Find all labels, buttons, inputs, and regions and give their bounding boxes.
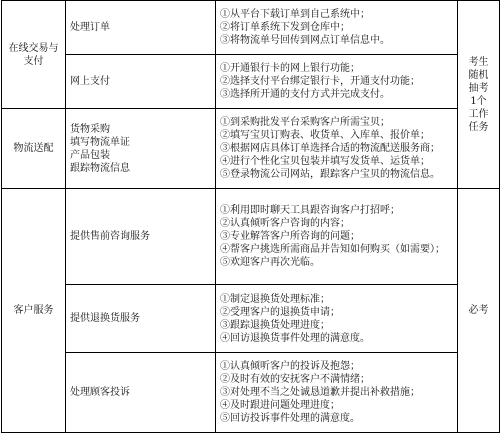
table-row	[2, 55, 500, 109]
step-line: ⑤欢迎客户再次光临。	[220, 257, 320, 268]
step-line: ⑤回访投诉事件处理的满意度。	[220, 413, 360, 424]
step-line: ④进行个性化宝贝包装并填写发货单、运货单；	[220, 156, 430, 167]
step-line: ②将订单系统下发到仓库中；	[220, 22, 350, 33]
category-cell	[2, 1, 66, 109]
note-line: 随机	[468, 69, 489, 81]
step-line: ①制定退换货处理标准；	[220, 293, 330, 305]
note-line: 考生	[468, 56, 489, 68]
task-name-line: 货物采购	[70, 123, 110, 135]
task-cell	[66, 55, 216, 109]
step-line: ②填写宝贝订购表、收货单、入库单、报价单；	[220, 130, 430, 141]
table-row	[2, 189, 500, 285]
task-name: 提供退换货服务	[70, 313, 140, 324]
step-line: ③专业解答客户所咨询的问题；	[220, 231, 360, 242]
step-line: ④及时跟进问题处理进度；	[220, 400, 340, 411]
task-cell	[66, 285, 216, 353]
task-cell	[66, 353, 216, 433]
table-row	[2, 109, 500, 189]
step-line: ④回访退换货事件处理的满意度。	[220, 332, 370, 344]
steps-cell	[216, 285, 458, 353]
task-cell	[66, 1, 216, 55]
note-line: 抽考	[468, 82, 489, 94]
step-line: ④帮客户挑选所需商品并告知如何购买（如需要）；	[220, 244, 445, 255]
required-note-cell	[458, 189, 500, 433]
table-row	[2, 285, 500, 353]
step-line: ①从平台下载订单到自己系统中；	[220, 9, 370, 20]
task-cell	[66, 109, 216, 189]
category-cell	[2, 109, 66, 189]
category-label: 在线交易与支付	[8, 42, 59, 67]
required-note: 必考	[468, 305, 489, 316]
step-line: ③选择所开通的支付方式并完成支付。	[220, 89, 390, 100]
table-row	[2, 1, 500, 55]
note-line: 工作	[468, 108, 489, 120]
step-line: ⑤登录物流公司网站，跟踪客户宝贝的物流信息。	[220, 169, 440, 180]
task-name: 提供售前咨询服务	[70, 231, 150, 242]
step-line: ②认真倾听客户咨询的内容；	[220, 218, 350, 229]
category-label: 客户服务	[13, 305, 54, 316]
step-line: ③根据网店具体订单选择合适的物流配送服务商；	[220, 143, 440, 154]
step-line: ②受理客户的退换货申请；	[220, 306, 340, 318]
note-line: 任务	[468, 121, 489, 133]
task-name-line: 跟踪物流信息	[70, 162, 130, 174]
steps-cell	[216, 353, 458, 433]
step-line: ①开通银行卡的网上银行功能；	[220, 63, 360, 74]
task-name: 网上支付	[70, 76, 110, 87]
step-line: ②及时有效的安抚客户不满情绪；	[220, 374, 370, 385]
steps-cell	[216, 55, 458, 109]
category-cell	[2, 189, 66, 433]
steps-cell	[216, 189, 458, 285]
step-line: ③跟踪退换货处理进度；	[220, 319, 330, 331]
task-cell	[66, 189, 216, 285]
task-name: 处理订单	[70, 22, 110, 33]
steps-cell	[216, 109, 458, 189]
random-note-cell	[458, 1, 500, 189]
task-name: 处理顾客投诉	[70, 387, 130, 398]
step-line: ①到采购批发平台采购客户所需宝贝；	[220, 117, 390, 128]
category-label: 物流送配	[13, 143, 54, 154]
step-line: ③将物流单号回传到网点订单信息中。	[220, 35, 390, 46]
step-line: ②选择支付平台绑定银行卡，开通支付功能；	[220, 76, 420, 87]
step-line: ①利用即时聊天工具跟咨询客户打招呼；	[220, 205, 400, 216]
task-name-line: 填写物流单证	[70, 136, 130, 148]
table-row	[2, 353, 500, 433]
step-line: ①认真倾听客户的投诉及抱怨；	[220, 361, 360, 372]
step-line: ③对处理不当之处诚恳道歉并提出补救措施；	[220, 387, 420, 398]
steps-cell	[216, 1, 458, 55]
note-line: 1个	[470, 95, 487, 107]
exam-task-table	[1, 0, 500, 433]
task-name-line: 产品包装	[70, 149, 110, 161]
